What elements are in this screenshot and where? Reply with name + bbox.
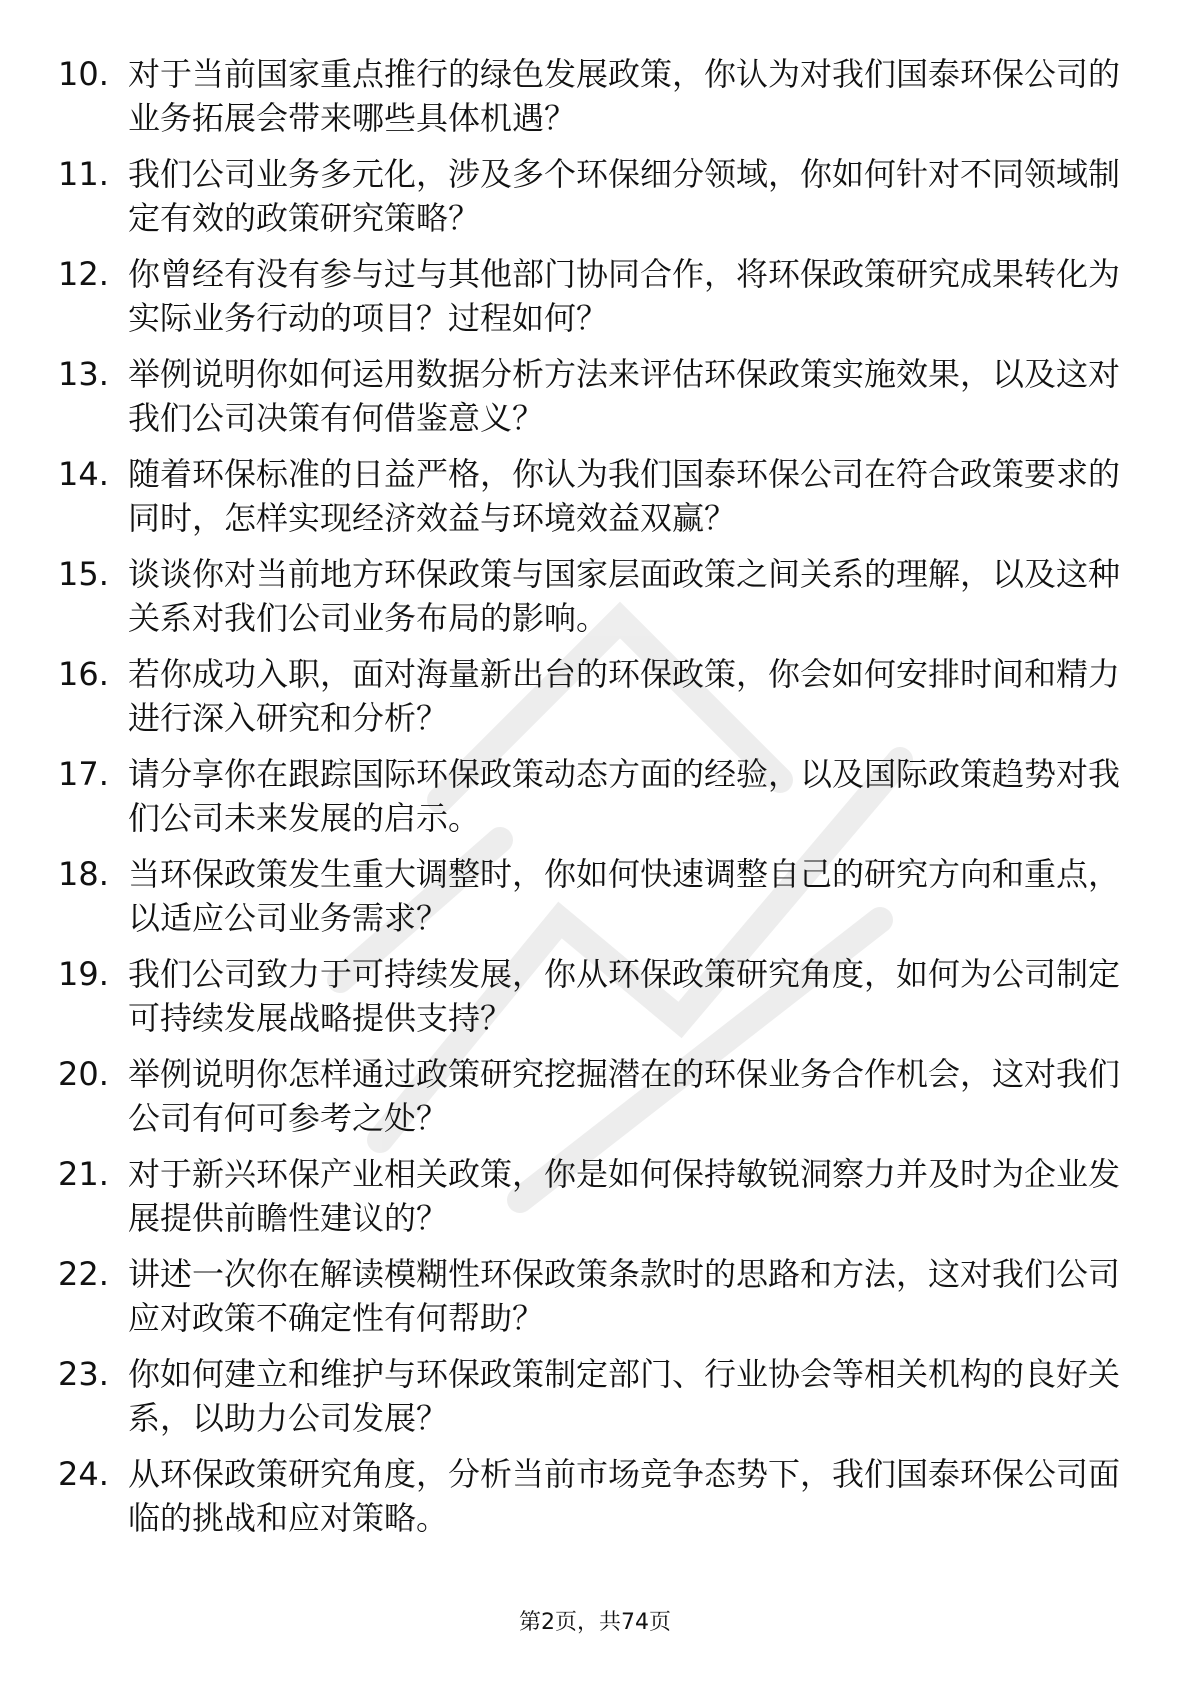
question-text: 举例说明你如何运用数据分析方法来评估环保政策实施效果，以及这对我们公司决策有何借鉴意义？ <box>128 355 1121 437</box>
question-number: 20. <box>58 1055 109 1093</box>
list-item <box>0 1352 1190 1452</box>
question-text: 我们公司致力于可持续发展，你从环保政策研究角度，如何为公司制定可持续发展战略提供支持？ <box>128 955 1121 1037</box>
list-item <box>0 252 1190 352</box>
question-text: 若你成功入职，面对海量新出台的环保政策，你会如何安排时间和精力进行深入研究和分析？ <box>128 655 1121 737</box>
question-text: 随着环保标准的日益严格，你认为我们国泰环保公司在符合政策要求的同时，怎样实现经济效益与环境效益双赢？ <box>128 455 1121 537</box>
question-number: 22. <box>58 1255 109 1293</box>
question-text: 讲述一次你在解读模糊性环保政策条款时的思路和方法，这对我们公司应对政策不确定性有何帮助？ <box>128 1255 1121 1337</box>
question-text: 你如何建立和维护与环保政策制定部门、行业协会等相关机构的良好关系，以助力公司发展？ <box>128 1355 1121 1437</box>
question-number: 21. <box>58 1155 109 1193</box>
question-number: 11. <box>58 155 109 193</box>
list-item <box>0 1252 1190 1352</box>
list-item <box>0 852 1190 952</box>
question-text: 请分享你在跟踪国际环保政策动态方面的经验，以及国际政策趋势对我们公司未来发展的启示。 <box>128 755 1121 837</box>
question-number: 14. <box>58 455 109 493</box>
question-text: 我们公司业务多元化，涉及多个环保细分领域，你如何针对不同领域制定有效的政策研究策略？ <box>128 155 1121 237</box>
question-text: 对于新兴环保产业相关政策，你是如何保持敏锐洞察力并及时为企业发展提供前瞻性建议的？ <box>128 1155 1121 1237</box>
question-number: 17. <box>58 755 109 793</box>
page-number: 第2页，共74页 <box>519 1610 671 1635</box>
list-item <box>0 552 1190 652</box>
list-item <box>0 352 1190 452</box>
list-item <box>0 752 1190 852</box>
list-item <box>0 1452 1190 1552</box>
question-number: 15. <box>58 555 109 593</box>
list-item <box>0 1152 1190 1252</box>
question-text: 对于当前国家重点推行的绿色发展政策，你认为对我们国泰环保公司的业务拓展会带来哪些具体机遇？ <box>128 55 1121 137</box>
question-number: 10. <box>58 55 109 93</box>
list-item <box>0 952 1190 1052</box>
list-item <box>0 152 1190 252</box>
question-number: 18. <box>58 855 109 893</box>
question-number: 24. <box>58 1455 109 1493</box>
question-number: 12. <box>58 255 109 293</box>
question-text: 你曾经有没有参与过与其他部门协同合作，将环保政策研究成果转化为实际业务行动的项目？过程如何？ <box>128 255 1121 337</box>
question-text: 举例说明你怎样通过政策研究挖掘潜在的环保业务合作机会，这对我们公司有何可参考之处？ <box>128 1055 1121 1137</box>
question-number: 16. <box>58 655 109 693</box>
question-text: 谈谈你对当前地方环保政策与国家层面政策之间关系的理解，以及这种关系对我们公司业务布局的影响。 <box>128 555 1121 637</box>
list-item <box>0 452 1190 552</box>
list-item <box>0 652 1190 752</box>
question-number: 23. <box>58 1355 109 1393</box>
list-item <box>0 1052 1190 1152</box>
question-text: 从环保政策研究角度，分析当前市场竞争态势下，我们国泰环保公司面临的挑战和应对策略。 <box>128 1455 1121 1537</box>
question-list <box>0 52 1190 1552</box>
question-number: 19. <box>58 955 109 993</box>
question-text: 当环保政策发生重大调整时，你如何快速调整自己的研究方向和重点，以适应公司业务需求？ <box>128 855 1121 937</box>
list-item <box>0 52 1190 152</box>
question-number: 13. <box>58 355 109 393</box>
